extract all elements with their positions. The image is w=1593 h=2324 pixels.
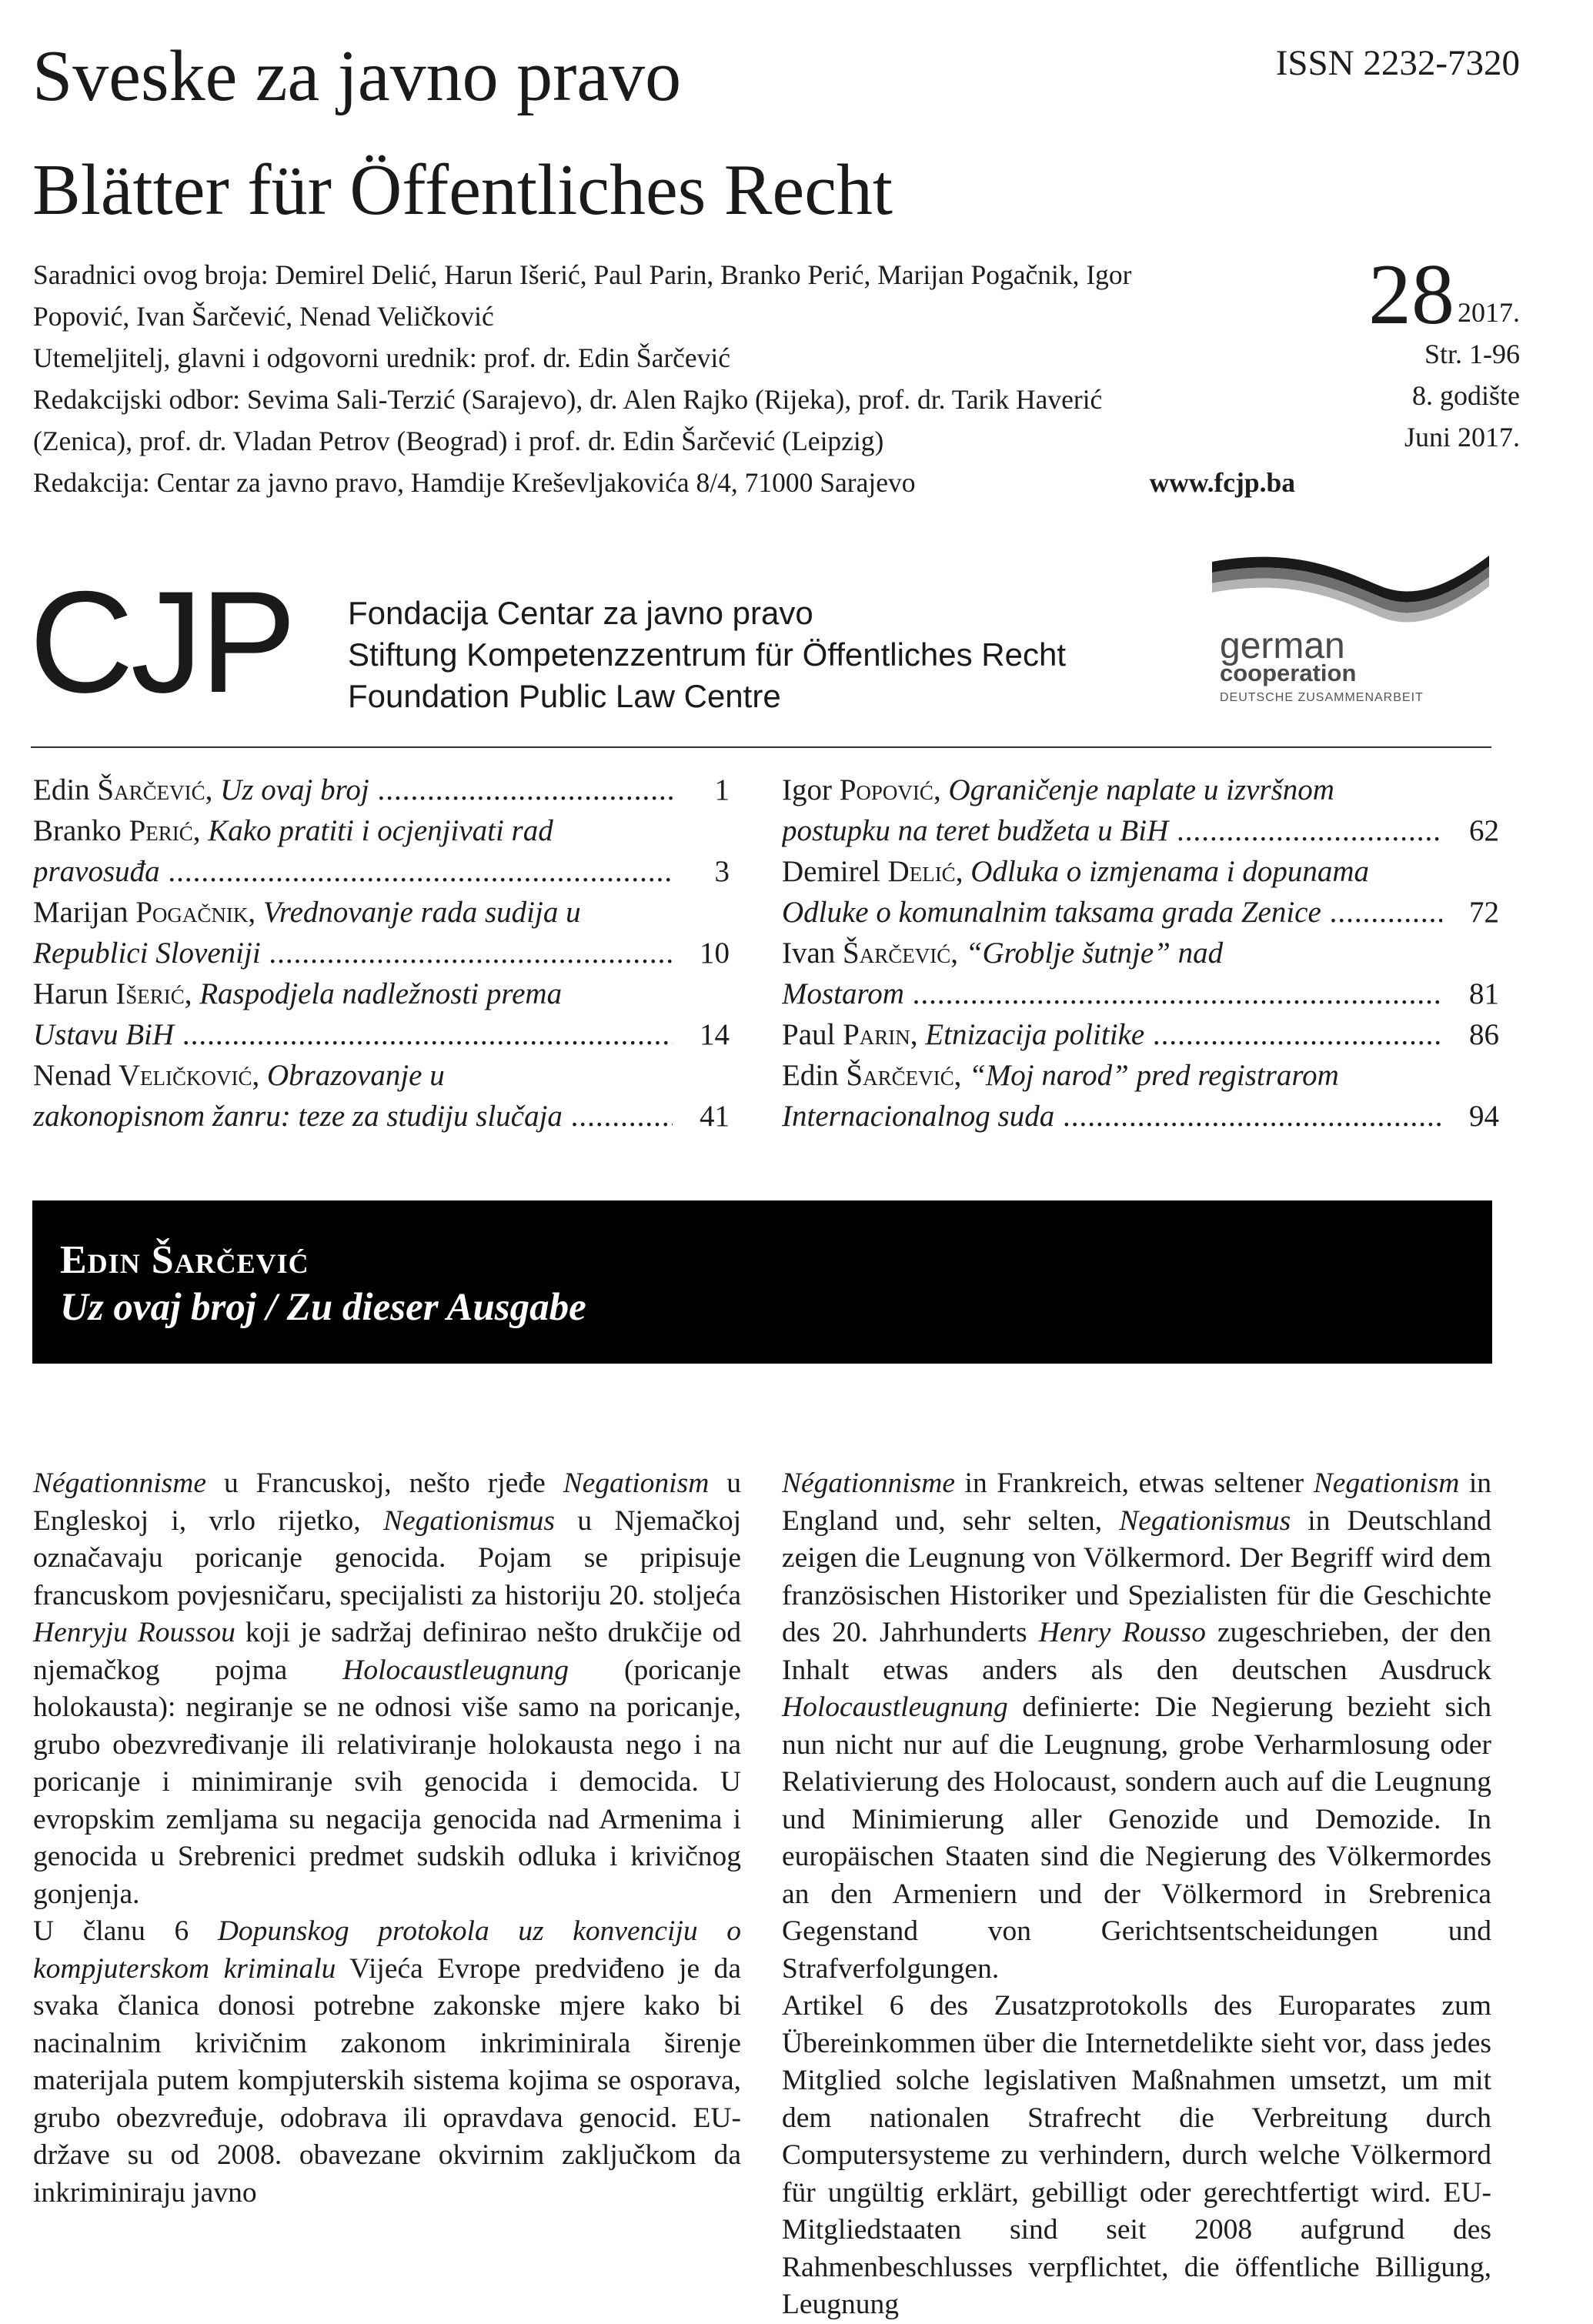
foundation-name-bs: Fondacija Centar za javno pravo [348,595,813,631]
issue-pages: Str. 1-96 [1424,339,1520,369]
toc-entry[interactable] [782,851,1499,933]
article-author: Edin Šarčević [60,1238,309,1282]
toc-page-number: 3 [673,851,730,892]
journal-title-german: Blätter für Öffentliches Recht [32,150,893,230]
toc-page-number: 10 [673,933,730,973]
toc-entry[interactable] [33,1055,730,1137]
paragraph: Négationnisme u Francuskoj, nešto rjeđe Negationism u Engleskoj i, vrlo rijetko, Negationismus u Njemačkoj označavaju poricanje genocida. Pojam se pripisuje francuskom povjesničaru, specijalisti za historiju 20. stoljeća Henryju Roussou koji je sadržaj definirao nešto drukčije od njemačkog pojma Holocaustleugnung (poricanje holokausta): negiranje se ne odnosi više samo na poricanje, grubo obezvređivanje ili relativiranje holokausta nego i na poricanje i minimiranje svih genocida i democida. U evropskim zemljama su negacija genocida nad Armenima i genocida u Srebrenici predmet sudskih odluka i krivičnog gonjenja. [33,1468,741,1910]
italic-term: Holocaustleugnung [342,1654,569,1686]
body-column-german [782,1465,1491,2324]
toc-title: zakonopisnom žanru: teze za studiju slučaja [33,1100,563,1133]
contributors-line-1: Saradnici ovog broja: Demirel Delić, Harun Išerić, Paul Parin, Branko Perić, Marijan Pogačnik, Igor [33,259,1132,290]
toc-title: Uz ovaj broj [220,773,369,806]
toc-author: Nenad Veličković, [33,1059,267,1092]
contributors-line-2: Popović, Ivan Šarčević, Nenad Veličković [33,301,494,332]
editorial-info [33,254,1295,503]
toc-page-number: 1 [673,770,730,810]
toc-entry[interactable] [33,770,730,810]
body-column-bosnian [33,1465,741,2212]
gc-line-deutsche: DEUTSCHE ZUSAMMENARBEIT [1220,691,1424,704]
issue-year: 2017. [1458,297,1520,328]
italic-term: Negationismus [1119,1504,1291,1537]
article-banner [32,1200,1492,1364]
toc-title: Odluka o izmjenama i dopunama [970,855,1370,888]
toc-entry-line [782,1096,1499,1137]
toc-title: Republici Sloveniji [33,937,261,970]
toc-title: Ograničenje naplate u izvršnom [948,773,1334,806]
toc-column-left [33,770,730,1137]
website-link[interactable]: www.fcjp.ba [1149,467,1295,498]
toc-title: Vrednovanje rada sudija u [262,896,581,929]
toc-page-number: 72 [1442,892,1499,933]
journal-title-bosnian: Sveske za javno pravo [32,36,682,116]
toc-entry-line [33,1096,730,1137]
paragraph: U članu 6 Dopunskog protokola uz konvenciju o kompjuterskom kriminalu Vijeća Evrope predviđeno je da svaka članica donosi potrebne zakonske mjere kako bi nacinalnim krivičnim zakonom inkriminirala širenje materijala putem kompjuterskih sistema kojima se osporava, grubo obezvređuje, odobrava ili opravdava genocid. EU-države su od 2008. obavezane okvirnim zaključkom da inkriminiraju javno [33,1915,741,2209]
toc-entry-line [33,1055,730,1096]
toc-column-right [782,770,1499,1137]
toc-author: Edin Šarčević, [33,773,221,806]
italic-term: Holocaustleugnung [782,1691,1008,1723]
toc-author: Marijan Pogačnik, [33,896,263,929]
toc-title: Mostarom [782,977,904,1010]
toc-entry-line [33,892,730,933]
toc-entry-line [33,810,730,851]
issue-number-row [1368,247,1520,342]
toc-title: Ustavu BiH [33,1018,175,1051]
issue-date: Juni 2017. [1404,422,1520,452]
toc-entry[interactable] [782,933,1499,1014]
italic-term: Henryju Roussou [33,1617,235,1648]
toc-page-number: 62 [1442,810,1499,851]
toc-entry-line [33,851,730,892]
toc-author: Harun Išerić, [33,977,200,1010]
toc-page-number: 14 [673,1014,730,1055]
gc-line-german: german [1220,626,1345,666]
foundation-names [348,593,1066,717]
toc-entry[interactable] [782,1014,1499,1055]
toc-entry-line [782,1055,1499,1096]
toc-entry-line [782,810,1499,851]
toc-author: Igor Popović, [782,773,949,806]
foundation-name-de: Stiftung Kompetenzzentrum für Öffentliches Recht [348,636,1067,673]
address-text: Redakcija: Centar za javno pravo, Hamdije Kreševljakovića 8/4, 71000 Sarajevo [33,467,916,498]
toc-entry-line [33,770,730,810]
italic-term: Henry Rousso [1038,1617,1206,1648]
toc-title: “Moj narod” pred registrarom [969,1059,1339,1092]
toc-title: Raspodjela nadležnosti prema [199,977,563,1010]
toc-entry-line [782,770,1499,810]
italic-term: Negationism [563,1468,710,1499]
issue-info [1368,247,1520,458]
german-cooperation-logo [1204,548,1497,725]
toc-entry[interactable] [33,892,730,973]
toc-author: Paul Parin, [782,1018,926,1051]
italic-term: Negationismus [383,1504,555,1537]
toc-author: Edin Šarčević, [782,1059,970,1092]
article-title: Uz ovaj broj / Zu dieser Ausgabe [60,1286,586,1329]
italic-term: Negationism [1313,1468,1460,1499]
address-line [33,462,1295,503]
editor-line: Utemeljitelj, glavni i odgovorni urednik: prof. dr. Edin Šarčević [33,342,731,373]
toc-author: Ivan Šarčević, [782,937,966,970]
paragraph: Artikel 6 des Zusatzprotokolls des Europarates zum Übereinkommen über die Internetdelikte sieht vor, dass jedes Mitglied solche legislativen Maßnahmen umsetzt, um mit dem nationalen Strafrecht die Verbreitung durch Computersysteme zu verhindern, durch welche Völkermord für ungültig erklärt, gebilligt oder gerechtfertigt wird. EU-Mitgliedstaaten sind seit 2008 aufgrund des Rahmenbeschlusses verpflichtet, die öffentliche Billigung, Leugnung [782,1990,1491,2320]
paragraph: Négationnisme in Frankreich, etwas seltener Negationism in England und, sehr selten, Negationismus in Deutschland zeigen die Leugnung von Völkermord. Der Begriff wird dem französischen Historiker und Spezialisten für die Geschichte des 20. Jahrhunderts Henry Rousso zugeschrieben, der den Inhalt etwas anders als den deutschen Ausdruck Holocaustleugnung definierte: Die Negierung bezieht sich nun nicht nur auf die Leugnung, grobe Verharmlosung oder Relativierung des Holocaust, sondern auch auf die Leugnung und Minimierung aller Genozide und Demozide. In europäischen Staaten sind die Negierung des Völkermordes an den Armeniern und der Völkermord in Srebrenica Gegenstand von Gerichtsentscheidungen und Strafverfolgungen. [782,1468,1491,1985]
toc-entry-line [782,892,1499,933]
issue-volume: 8. godište [1412,380,1520,411]
italic-term: Dopunskog protokola uz konvenciju o kompjuterskom kriminalu [33,1915,741,1985]
toc-title: Odluke o komunalnim taksama grada Zenice [782,896,1321,929]
board-line-2: (Zenica), prof. dr. Vladan Petrov (Beograd) i prof. dr. Edin Šarčević (Leipzig) [33,426,884,456]
toc-entry-line [782,1014,1499,1055]
toc-entry-line [33,973,730,1014]
toc-page-number: 86 [1442,1014,1499,1055]
toc-page-number: 81 [1442,973,1499,1014]
toc-title: Etnizacija politike [925,1018,1145,1051]
toc-title: pravosuđa [33,855,160,888]
toc-author: Demirel Delić, [782,855,971,888]
gc-line-cooperation: cooperation [1220,659,1357,686]
toc-entry-line [782,973,1499,1014]
toc-title: Kako pratiti i ocjenjivati rad [208,814,553,847]
italic-term: Négationnisme [33,1468,206,1499]
toc-title: Obrazovanje u [266,1059,445,1092]
board-line-1: Redakcijski odbor: Sevima Sali-Terzić (Sarajevo), dr. Alen Rajko (Rijeka), prof. dr. Tarik Haverić [33,384,1103,415]
toc-page-number: 41 [673,1096,730,1137]
toc-entry-line [782,851,1499,892]
toc-entry[interactable] [33,810,730,892]
waving-flag-icon [1204,548,1497,625]
toc-title: Internacionalnog suda [782,1100,1055,1133]
toc-entry-line [33,1014,730,1055]
toc-entry-line [33,933,730,973]
toc-entry[interactable] [33,973,730,1055]
toc-entry-line [782,933,1499,973]
cjp-logo: CJP [29,561,294,723]
issn-number: ISSN 2232-7320 [1275,43,1520,83]
toc-page-number: 94 [1442,1096,1499,1137]
toc-author: Branko Perić, [33,814,209,847]
italic-term: Négationnisme [782,1468,955,1499]
toc-title: postupku na teret budžeta u BiH [782,814,1169,847]
toc-entry[interactable] [782,770,1499,851]
divider [31,746,1491,748]
toc-title: “Groblje šutnje” nad [965,937,1224,970]
issue-number: 28 [1368,247,1454,342]
foundation-name-en: Foundation Public Law Centre [348,678,781,714]
toc-entry[interactable] [782,1055,1499,1137]
